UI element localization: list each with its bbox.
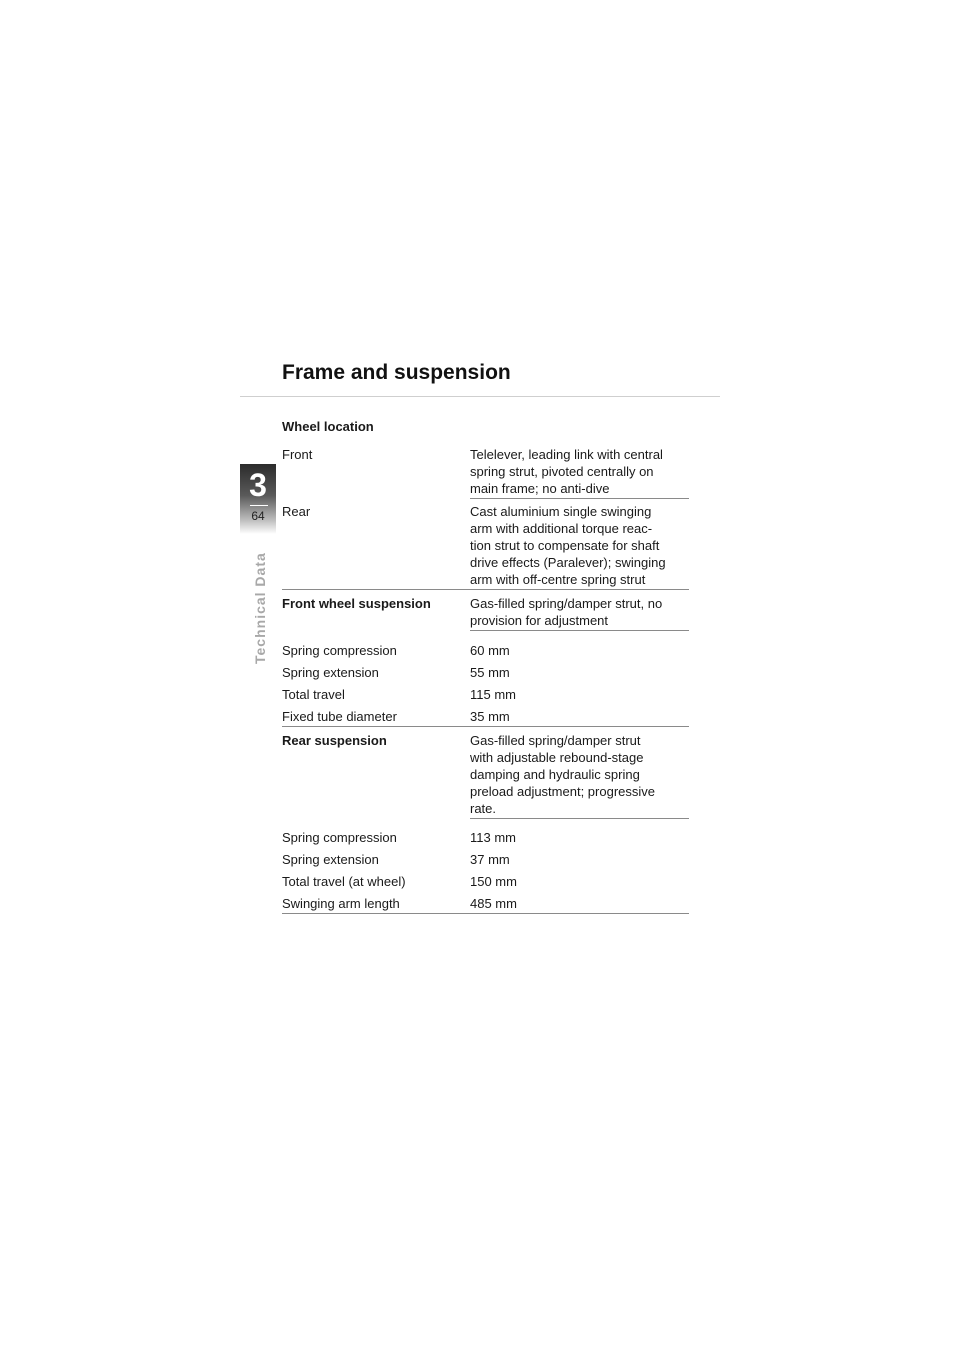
spec-value xyxy=(470,727,689,819)
title-divider xyxy=(240,396,720,397)
spec-heading-row xyxy=(282,416,689,440)
spec-label: Front xyxy=(282,447,313,462)
spec-row xyxy=(282,681,689,703)
spec-row xyxy=(282,631,689,659)
page-number: 64 xyxy=(251,509,265,523)
spec-value: 60 mm xyxy=(470,643,510,658)
section-label: Technical Data xyxy=(252,552,268,664)
spec-row-rear-suspension xyxy=(282,727,689,819)
spec-value: 150 mm xyxy=(470,874,517,889)
chapter-divider xyxy=(250,505,268,506)
spec-value: 55 mm xyxy=(470,665,510,680)
spec-value: 115 mm xyxy=(470,687,516,702)
spec-value xyxy=(470,499,689,589)
spec-value-line: Gas-filled spring/damper strut xyxy=(470,733,641,748)
spec-row-front-wheel-suspension xyxy=(282,590,689,631)
spec-value-line: Telelever, leading link with central xyxy=(470,447,663,462)
spec-value-line: preload adjustment; progressive xyxy=(470,784,655,799)
spec-label: Spring extension xyxy=(282,852,379,867)
spec-row xyxy=(282,659,689,681)
spec-value-line: arm with off-centre spring strut xyxy=(470,572,646,587)
spec-label: Total travel xyxy=(282,687,345,702)
spec-value-line: rate. xyxy=(470,801,497,816)
spec-label: Fixed tube diameter xyxy=(282,709,397,724)
spec-value-line: main frame; no anti-dive xyxy=(470,481,610,496)
chapter-number: 3 xyxy=(249,467,267,503)
spec-value xyxy=(470,440,689,499)
spec-label: Spring compression xyxy=(282,830,397,845)
spec-value-line: tion strut to compensate for shaft xyxy=(470,538,660,553)
spec-row-rear xyxy=(282,499,689,590)
spec-label: Swinging arm length xyxy=(282,896,400,911)
spec-value: 35 mm xyxy=(470,709,510,724)
spec-value: 113 mm xyxy=(470,830,516,845)
spec-row-front xyxy=(282,440,689,499)
spec-value-line: arm with additional torque reac- xyxy=(470,521,653,536)
spec-table xyxy=(282,416,689,914)
spec-row xyxy=(282,868,689,890)
spec-value-line: spring strut, pivoted centrally on xyxy=(470,464,654,479)
spec-value: 37 mm xyxy=(470,852,510,867)
spec-value-line: Cast aluminium single swinging xyxy=(470,504,652,519)
wheel-location-heading: Wheel location xyxy=(282,419,374,434)
spec-value: 485 mm xyxy=(470,896,517,911)
spec-value-line: with adjustable rebound-stage xyxy=(470,750,644,765)
spec-label: Total travel (at wheel) xyxy=(282,874,406,889)
spec-value-line: provision for adjustment xyxy=(470,613,609,628)
spec-value-line: Gas-filled spring/damper strut, no xyxy=(470,596,663,611)
chapter-tab xyxy=(240,464,276,534)
rear-suspension-heading: Rear suspension xyxy=(282,733,387,748)
front-wheel-suspension-heading: Front wheel suspension xyxy=(282,596,431,611)
spec-row xyxy=(282,703,689,727)
spec-row xyxy=(282,819,689,846)
spec-row xyxy=(282,890,689,914)
spec-label: Rear xyxy=(282,504,311,519)
spec-row xyxy=(282,846,689,868)
spec-value-line: damping and hydraulic spring xyxy=(470,767,640,782)
spec-value xyxy=(470,590,689,631)
page-title: Frame and suspension xyxy=(282,361,511,384)
spec-value-line: drive effects (Paralever); swinging xyxy=(470,555,666,570)
spec-label: Spring extension xyxy=(282,665,379,680)
spec-label: Spring compression xyxy=(282,643,397,658)
